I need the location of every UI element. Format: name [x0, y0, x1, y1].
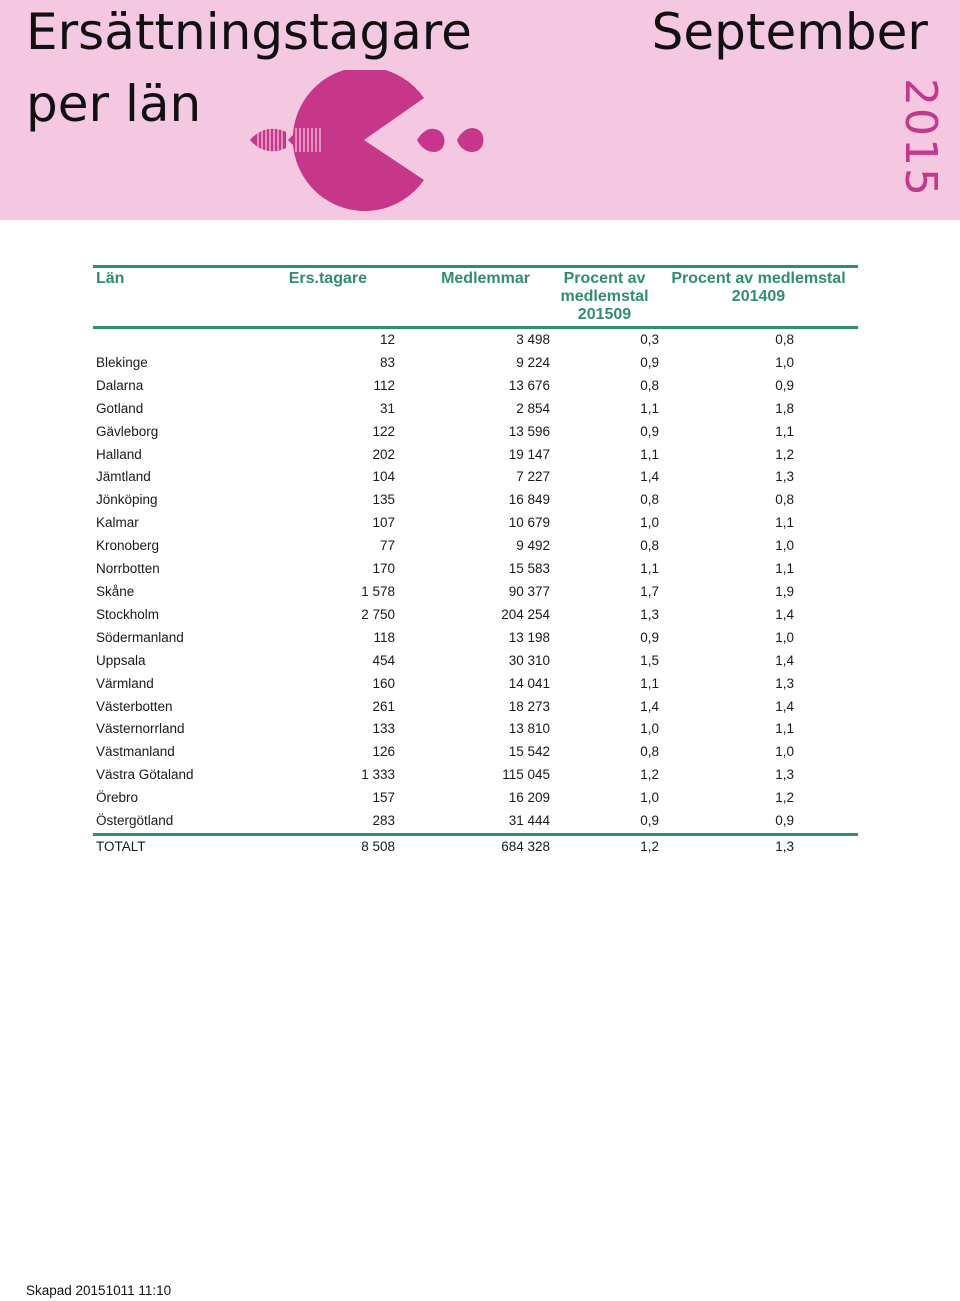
cell-medlemmar: 7 227	[516, 469, 550, 485]
cell-procent-201409: 1,0	[775, 744, 794, 760]
title-line-2: per län	[26, 75, 202, 133]
total-procent-201509: 1,2	[550, 834, 659, 858]
cell-ers-tagare: 1 578	[361, 583, 395, 599]
total-medlemmar: 684 328	[395, 834, 550, 858]
cell-ers-tagare: 12	[379, 332, 395, 347]
cell-ers-tagare: 126	[372, 744, 395, 760]
cell-lan: Halland	[96, 446, 142, 462]
total-label: TOTALT	[93, 834, 222, 858]
table-body	[93, 328, 858, 835]
cell-medlemmar: 15 583	[508, 561, 550, 577]
cell-procent-201409: 1,4	[775, 698, 794, 714]
col-header-lan: Län	[93, 267, 222, 328]
cell-procent-201409: 1,4	[775, 652, 794, 668]
cell-medlemmar: 16 209	[508, 790, 550, 806]
table-row	[93, 787, 858, 810]
cell-lan: Dalarna	[96, 377, 144, 393]
cell-procent-201509: 0,8	[640, 744, 659, 760]
stats-table	[93, 265, 858, 859]
cell-procent-201409: 1,1	[775, 561, 794, 577]
table-row	[93, 421, 858, 444]
table-row	[93, 512, 858, 535]
cell-medlemmar: 14 041	[508, 675, 550, 691]
table-row	[93, 558, 858, 581]
table-row	[93, 764, 858, 787]
cell-medlemmar: 30 310	[508, 652, 550, 668]
table-header-row	[93, 267, 858, 328]
table-row	[93, 444, 858, 467]
cell-procent-201509: 0,8	[640, 492, 659, 508]
cell-procent-201509: 0,8	[640, 377, 659, 393]
cell-procent-201509: 1,5	[640, 652, 659, 668]
cell-ers-tagare: 170	[372, 561, 395, 577]
cell-procent-201509: 1,1	[640, 400, 659, 416]
cell-procent-201409: 1,8	[775, 400, 794, 416]
cell-lan: Norrbotten	[96, 561, 160, 577]
cell-procent-201509: 0,9	[640, 813, 659, 829]
cell-procent-201509: 0,9	[640, 423, 659, 439]
cell-lan: Södermanland	[96, 629, 184, 645]
cell-lan: Kalmar	[96, 515, 139, 531]
table-row	[93, 696, 858, 719]
cell-lan: Jämtland	[96, 469, 151, 485]
cell-procent-201409: 1,2	[775, 790, 794, 806]
cell-ers-tagare: 157	[372, 790, 395, 806]
cell-medlemmar: 13 198	[508, 629, 550, 645]
cell-procent-201409: 1,1	[775, 515, 794, 531]
cell-procent-201409: 0,8	[775, 332, 794, 347]
cell-procent-201409: 1,3	[775, 767, 794, 783]
cell-medlemmar: 18 273	[508, 698, 550, 714]
cell-medlemmar: 204 254	[501, 606, 550, 622]
col-header-procent-201409: Procent av medlemstal 201409	[659, 267, 858, 328]
created-timestamp: Skapad 20151011 11:10	[26, 1283, 172, 1298]
cell-procent-201509: 0,9	[640, 629, 659, 645]
cell-procent-201409: 1,1	[775, 423, 794, 439]
table-row	[93, 718, 858, 741]
cell-ers-tagare: 202	[372, 446, 395, 462]
cell-medlemmar: 31 444	[508, 813, 550, 829]
cell-ers-tagare: 77	[379, 538, 395, 554]
title-line-1: Ersättningstagare	[26, 3, 472, 61]
cell-medlemmar: 10 679	[508, 515, 550, 531]
cell-medlemmar: 9 492	[516, 538, 550, 554]
cell-lan: Gävleborg	[96, 423, 159, 439]
cell-medlemmar: 115 045	[502, 767, 550, 783]
cell-procent-201409: 1,9	[775, 583, 794, 599]
cell-lan: Stockholm	[96, 606, 160, 622]
table-row	[93, 489, 858, 512]
table-total-row	[93, 834, 858, 858]
cell-ers-tagare: 107	[372, 515, 395, 531]
cell-lan: Västernorrland	[96, 721, 185, 737]
cell-procent-201409: 1,3	[775, 675, 794, 691]
cell-procent-201509: 1,1	[640, 675, 659, 691]
cell-ers-tagare: 1 333	[361, 767, 395, 783]
col-header-medlemmar: Medlemmar	[395, 267, 550, 328]
cell-procent-201409: 1,1	[775, 721, 794, 737]
cell-procent-201509: 1,2	[640, 767, 659, 783]
cell-procent-201409: 1,0	[775, 629, 794, 645]
cell-medlemmar: 15 542	[508, 744, 550, 760]
table-row	[93, 352, 858, 375]
cell-medlemmar: 16 849	[508, 492, 550, 508]
cell-medlemmar: 13 596	[508, 423, 550, 439]
cell-procent-201509: 1,1	[640, 561, 659, 577]
cell-medlemmar: 13 676	[508, 377, 550, 393]
table-row	[93, 810, 858, 834]
cell-ers-tagare: 283	[372, 813, 395, 829]
col-header-procent-201509: Procent av medlemstal 201509	[550, 267, 659, 328]
cell-ers-tagare: 133	[372, 721, 395, 737]
cell-procent-201409: 0,9	[775, 377, 794, 393]
cell-lan: Värmland	[96, 675, 154, 691]
cell-lan: Örebro	[96, 790, 139, 806]
cell-procent-201509: 1,0	[640, 515, 659, 531]
cell-lan: Västerbotten	[96, 698, 173, 714]
cell-ers-tagare: 83	[379, 354, 395, 370]
cell-procent-201509: 1,3	[640, 606, 659, 622]
table-row	[93, 627, 858, 650]
cell-medlemmar: 90 377	[508, 583, 550, 599]
col-header-ers-tagare: Ers.tagare	[222, 267, 395, 328]
table-row	[93, 741, 858, 764]
table-row	[93, 466, 858, 489]
header-banner	[0, 0, 960, 220]
cell-procent-201509: 1,1	[640, 446, 659, 462]
cell-medlemmar: 3 498	[516, 332, 550, 347]
cell-lan: Östergötland	[96, 813, 174, 829]
cell-lan: Skåne	[96, 583, 135, 599]
cell-ers-tagare: 122	[372, 423, 395, 439]
table-row	[93, 673, 858, 696]
table-row	[93, 398, 858, 421]
cell-procent-201509: 0,8	[640, 538, 659, 554]
cell-procent-201509: 1,7	[640, 583, 659, 599]
cell-ers-tagare: 261	[372, 698, 395, 714]
cell-lan: Västra Götaland	[96, 767, 194, 783]
table-row	[93, 604, 858, 627]
cell-procent-201409: 1,3	[775, 469, 794, 485]
total-procent-201409: 1,3	[659, 834, 858, 858]
cell-procent-201509: 0,3	[640, 332, 659, 347]
table-row	[93, 328, 858, 352]
cell-lan: Blekinge	[96, 354, 148, 370]
cell-medlemmar: 13 810	[508, 721, 550, 737]
cell-procent-201409: 1,4	[775, 606, 794, 622]
cell-ers-tagare: 104	[372, 469, 395, 485]
cell-procent-201409: 1,0	[775, 538, 794, 554]
cell-procent-201509: 0,9	[640, 354, 659, 370]
cell-ers-tagare: 118	[373, 629, 395, 645]
cell-lan: Jönköping	[96, 492, 158, 508]
cell-ers-tagare: 112	[373, 377, 395, 393]
cell-lan: Kronoberg	[96, 538, 160, 554]
table-row	[93, 375, 858, 398]
report-month: September	[651, 3, 928, 61]
table-row	[93, 650, 858, 673]
table-row	[93, 535, 858, 558]
cell-ers-tagare: 160	[372, 675, 395, 691]
cell-medlemmar: 2 854	[516, 400, 550, 416]
cell-procent-201409: 1,2	[775, 446, 794, 462]
cell-ers-tagare: 135	[372, 492, 395, 508]
cell-procent-201509: 1,4	[640, 469, 659, 485]
cell-medlemmar: 19 147	[508, 446, 550, 462]
pacman-logo-icon	[244, 70, 494, 220]
cell-lan: Västmanland	[96, 744, 175, 760]
cell-procent-201509: 1,0	[640, 790, 659, 806]
total-ers-tagare: 8 508	[222, 834, 395, 858]
table-row	[93, 581, 858, 604]
cell-ers-tagare: 31	[379, 400, 395, 416]
cell-medlemmar: 9 224	[516, 354, 550, 370]
cell-procent-201509: 1,4	[640, 698, 659, 714]
cell-procent-201409: 0,9	[775, 813, 794, 829]
cell-lan: Gotland	[96, 400, 144, 416]
cell-procent-201409: 0,8	[775, 492, 794, 508]
cell-ers-tagare: 454	[372, 652, 395, 668]
cell-lan	[93, 328, 222, 352]
cell-lan: Uppsala	[96, 652, 146, 668]
cell-procent-201409: 1,0	[775, 354, 794, 370]
cell-procent-201509: 1,0	[640, 721, 659, 737]
cell-ers-tagare: 2 750	[361, 606, 395, 622]
report-year: 2015	[895, 78, 946, 198]
